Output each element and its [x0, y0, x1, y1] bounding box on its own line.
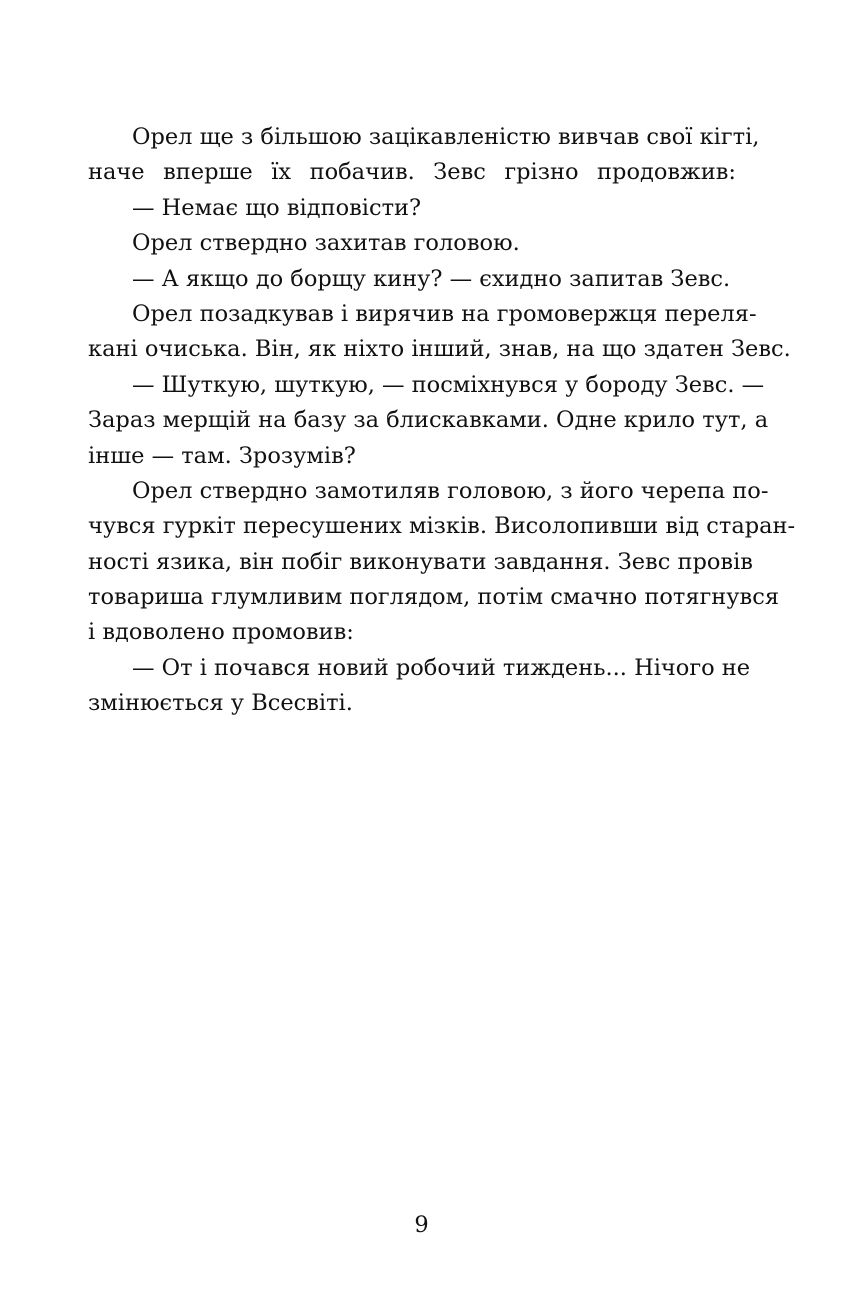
text-line: — А якщо до борщу кину? — єхидно запитав Зевс. [132, 265, 731, 292]
text-line: Орел ствердно захитав головою. [132, 230, 520, 257]
text-line: — Немає що відповісти? [132, 194, 422, 221]
text-line: Орел ствердно замотиляв головою, з його черепа по- [132, 477, 769, 504]
text-line: — От і почався новий робочий тиждень... Нічого не [132, 654, 751, 681]
text-line: Орел позадкував і вирячив на громовержця переля- [132, 300, 757, 327]
text-line: — Шуткую, шуткую, — посміхнувся у бороду Зевс. — [132, 371, 765, 398]
text-line: Зараз мерщій на базу за блискавками. Одне крило тут, а [88, 407, 769, 434]
body-text [88, 120, 796, 722]
text-line: чувся гуркіт пересушених мізків. Висолопивши від старан- [88, 513, 796, 540]
text-line: інше — там. Зрозумів? [88, 442, 356, 469]
text-line: наче вперше їх побачив. Зевс грізно продовжив: [88, 159, 736, 186]
text-line: ності язика, він побіг виконувати завдання. Зевс провів [88, 548, 753, 575]
text-line: змінюється у Всесвіті. [88, 690, 353, 717]
text-line: кані очиська. Він, як ніхто інший, знав, на що здатен Зевс. [88, 336, 791, 363]
page-number: 9 [414, 1212, 429, 1238]
text-line: і вдоволено промовив: [88, 619, 354, 646]
text-line: Орел ще з більшою зацікавленістю вивчав свої кігті, [132, 124, 760, 150]
text-line: товариша глумливим поглядом, потім смачно потягнувся [88, 584, 780, 611]
